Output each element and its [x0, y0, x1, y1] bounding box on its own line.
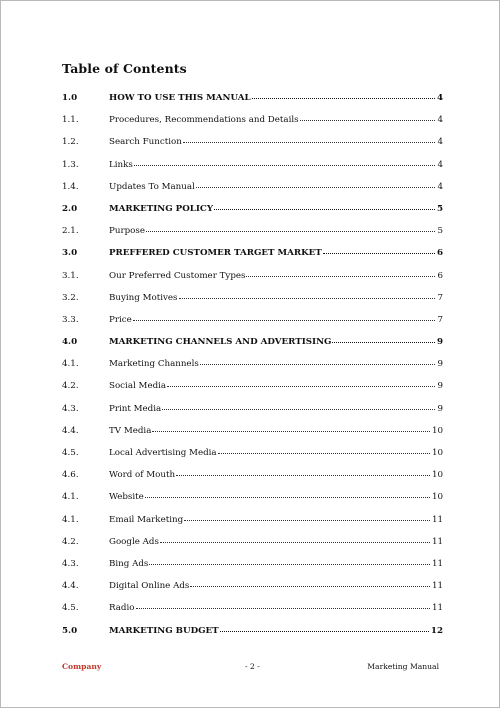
- toc-entry[interactable]: [62, 375, 443, 397]
- toc-entry-number: 3.3.: [62, 314, 79, 325]
- toc-entry-page: 9: [437, 359, 443, 370]
- toc-entry[interactable]: [62, 398, 443, 420]
- toc-entry-title: Our Preferred Customer Types: [109, 270, 246, 281]
- toc-entry-number: 4.4.: [62, 425, 79, 436]
- page-footer: [62, 661, 443, 673]
- toc-dot-leader: [323, 253, 435, 254]
- toc-entry-title: Marketing Channels: [109, 359, 199, 370]
- toc-dot-leader: [167, 386, 435, 387]
- toc-entry-page: 4: [437, 137, 443, 148]
- toc-entry[interactable]: [62, 87, 443, 109]
- toc-dot-leader: [183, 142, 436, 143]
- toc-entry-title: Purpose: [109, 226, 145, 237]
- toc-dot-leader: [196, 187, 436, 188]
- toc-entry-page: 4: [436, 93, 443, 103]
- toc-dot-leader: [176, 475, 430, 476]
- toc-entry-number: 4.1.: [62, 514, 79, 525]
- toc-entry-title: TV Media: [109, 425, 152, 436]
- toc-entry-page: 11: [431, 603, 443, 614]
- toc-entry[interactable]: [62, 553, 443, 575]
- toc-entry-title: HOW TO USE THIS MANUAL: [109, 93, 251, 103]
- toc-entry-page: 11: [431, 536, 443, 547]
- toc-entry[interactable]: [62, 531, 443, 553]
- toc-dot-leader: [300, 120, 436, 121]
- toc-entry-page: 9: [437, 381, 443, 392]
- toc-entry[interactable]: [62, 442, 443, 464]
- toc-entry-number: 4.5.: [62, 603, 79, 614]
- toc-entry-page: 10: [431, 448, 443, 458]
- toc-entry-number: 3.0: [62, 248, 78, 259]
- toc-entry-number: 4.1.: [62, 359, 79, 370]
- toc-entry[interactable]: [62, 464, 443, 486]
- toc-entry-title: Price: [109, 314, 132, 325]
- toc-entry[interactable]: [62, 265, 443, 287]
- toc-entry-title: MARKETING POLICY: [109, 203, 214, 214]
- toc-entry-number: 4.3.: [62, 558, 79, 569]
- toc-entry-number: 4.6.: [62, 470, 79, 481]
- toc-entry-page: 9: [437, 403, 443, 414]
- toc-entry[interactable]: [62, 331, 443, 353]
- toc-dot-leader: [179, 298, 436, 299]
- table-of-contents: [62, 87, 443, 642]
- toc-entry-page: 11: [431, 558, 443, 569]
- toc-entry-number: 3.1.: [62, 270, 79, 281]
- toc-entry-title: Radio: [109, 603, 135, 614]
- toc-entry-title: Procedures, Recommendations and Details: [109, 115, 299, 126]
- toc-entry-title: PREFFERED CUSTOMER TARGET MARKET: [109, 248, 322, 259]
- footer-manual-name: Marketing Manual: [367, 662, 439, 671]
- toc-dot-leader: [162, 409, 435, 410]
- toc-entry-title: Buying Motives: [109, 292, 178, 303]
- toc-entry-number: 1.1.: [62, 115, 79, 126]
- toc-entry-title: Digital Online Ads: [109, 581, 190, 592]
- toc-entry-number: 4.3.: [62, 403, 79, 414]
- toc-entry-number: 4.4.: [62, 581, 79, 592]
- toc-dot-leader: [149, 564, 430, 565]
- toc-entry-number: 1.4.: [62, 181, 79, 192]
- toc-entry-page: 4: [437, 181, 443, 192]
- toc-dot-leader: [184, 520, 430, 521]
- toc-dot-leader: [332, 342, 435, 343]
- toc-entry-number: 2.1.: [62, 226, 79, 237]
- toc-entry-title: Bing Ads: [109, 558, 149, 569]
- toc-entry-title: Word of Mouth: [109, 470, 176, 481]
- toc-entry-number: 4.5.: [62, 448, 79, 458]
- toc-entry[interactable]: [62, 176, 443, 198]
- toc-entry[interactable]: [62, 486, 443, 508]
- toc-entry-title: Local Advertising Media: [109, 448, 217, 458]
- toc-dot-leader: [246, 276, 435, 277]
- toc-entry-page: 6: [436, 248, 443, 259]
- toc-entry-title: Updates To Manual: [109, 181, 195, 192]
- toc-entry[interactable]: [62, 420, 443, 442]
- toc-entry-number: 4.2.: [62, 381, 79, 392]
- toc-dot-leader: [252, 98, 435, 99]
- toc-entry-page: 11: [431, 514, 443, 525]
- toc-entry-number: 4.1.: [62, 492, 79, 503]
- toc-entry[interactable]: [62, 575, 443, 597]
- toc-entry-number: 4.2.: [62, 536, 79, 547]
- toc-dot-leader: [152, 431, 430, 432]
- toc-entry-page: 7: [437, 292, 443, 303]
- footer-page-number: - 2 -: [245, 662, 260, 671]
- toc-entry[interactable]: [62, 509, 443, 531]
- toc-entry-number: 1.2.: [62, 137, 79, 148]
- toc-dot-leader: [146, 231, 435, 232]
- toc-entry-page: 10: [431, 425, 443, 436]
- toc-dot-leader: [214, 209, 435, 210]
- toc-entry-number: 3.2.: [62, 292, 79, 303]
- toc-entry-title: Links: [109, 159, 133, 170]
- toc-entry[interactable]: [62, 309, 443, 331]
- toc-entry[interactable]: [62, 220, 443, 242]
- toc-entry[interactable]: [62, 620, 443, 642]
- toc-entry-page: 6: [437, 270, 443, 281]
- toc-dot-leader: [190, 586, 430, 587]
- toc-dot-leader: [220, 631, 429, 632]
- toc-dot-leader: [134, 165, 436, 166]
- toc-entry-title: Website: [109, 492, 144, 503]
- footer-company: Company: [62, 662, 102, 671]
- toc-entry-page: 4: [437, 159, 443, 170]
- toc-dot-leader: [160, 542, 430, 543]
- toc-entry-title: Search Function: [109, 137, 182, 148]
- toc-entry-title: Google Ads: [109, 536, 159, 547]
- toc-entry-title: Print Media: [109, 403, 162, 414]
- toc-dot-leader: [218, 453, 430, 454]
- toc-entry-page: 10: [431, 470, 443, 481]
- toc-entry[interactable]: [62, 154, 443, 176]
- toc-entry-number: 5.0: [62, 625, 78, 636]
- toc-entry-title: Social Media: [109, 381, 167, 392]
- toc-entry[interactable]: [62, 353, 443, 375]
- toc-dot-leader: [133, 320, 436, 321]
- toc-entry-page: 12: [430, 625, 443, 636]
- toc-entry-page: 5: [436, 203, 443, 214]
- toc-dot-leader: [136, 608, 430, 609]
- toc-entry-number: 1.3.: [62, 159, 79, 170]
- toc-entry-page: 11: [431, 581, 443, 592]
- toc-entry-page: 4: [437, 115, 443, 126]
- toc-entry[interactable]: [62, 597, 443, 619]
- toc-entry[interactable]: [62, 287, 443, 309]
- toc-entry[interactable]: [62, 131, 443, 153]
- toc-entry-title: MARKETING CHANNELS AND ADVERTISING: [109, 337, 332, 348]
- toc-entry-page: 7: [437, 314, 443, 325]
- toc-entry-title: MARKETING BUDGET: [109, 625, 219, 636]
- toc-entry-title: Email Marketing: [109, 514, 184, 525]
- toc-entry-number: 1.0: [62, 93, 78, 103]
- toc-entry-number: 4.0: [62, 337, 78, 348]
- toc-entry[interactable]: [62, 198, 443, 220]
- toc-entry[interactable]: [62, 109, 443, 131]
- toc-entry-page: 5: [437, 226, 443, 237]
- toc-entry-page: 10: [431, 492, 443, 503]
- toc-dot-leader: [145, 497, 430, 498]
- toc-entry-number: 2.0: [62, 203, 78, 214]
- toc-entry[interactable]: [62, 242, 443, 264]
- toc-entry-page: 9: [436, 337, 443, 348]
- toc-title: Table of Contents: [62, 61, 187, 76]
- toc-dot-leader: [200, 364, 436, 365]
